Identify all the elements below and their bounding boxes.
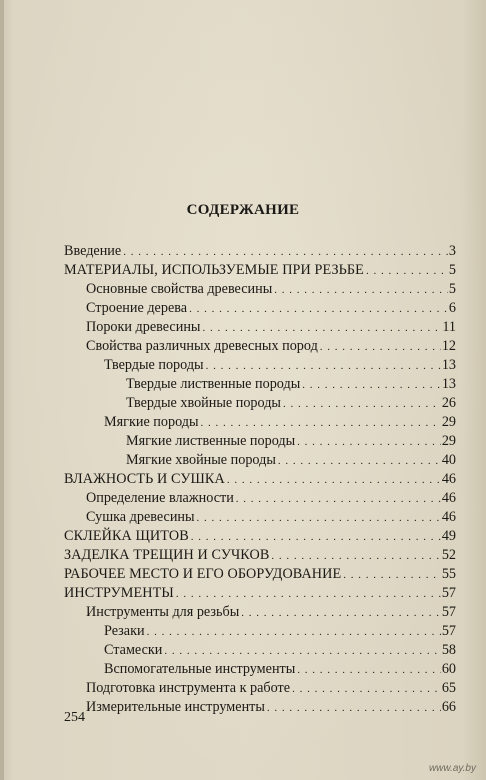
toc-entry-label: Мягкие породы	[104, 414, 199, 430]
leader-dots	[202, 319, 441, 338]
toc-entry-label: Твердые лиственные породы	[126, 376, 301, 392]
leader-dots	[197, 509, 441, 528]
toc-entry	[64, 641, 456, 660]
toc-entry-page: 29	[441, 414, 456, 430]
toc-entry-page: 46	[441, 471, 456, 487]
leader-dots	[227, 471, 441, 490]
toc-entry	[64, 679, 456, 698]
toc-entry-label: Измерительные инструменты	[86, 699, 265, 715]
leader-dots	[191, 528, 441, 547]
toc-title: СОДЕРЖАНИЕ	[186, 202, 300, 218]
toc-entry-page: 60	[441, 661, 456, 677]
leader-dots	[343, 566, 441, 585]
toc-entry-page: 12	[441, 338, 456, 354]
toc-entry-page: 66	[441, 699, 456, 715]
toc-entry	[64, 413, 456, 432]
toc-entry-page: 13	[441, 357, 456, 373]
toc-entry-page: 6	[448, 300, 456, 316]
toc-entry-page: 11	[442, 319, 456, 335]
leader-dots	[292, 680, 441, 699]
toc-entry	[64, 584, 456, 603]
leader-dots	[147, 623, 441, 642]
page-number: 254	[64, 710, 85, 725]
leader-dots	[201, 414, 441, 433]
toc-entry-label: Сушка древесины	[86, 509, 195, 525]
toc-entry	[64, 565, 456, 584]
toc-entry-label: Твердые хвойные породы	[126, 395, 281, 411]
leader-dots	[278, 452, 441, 471]
toc-entry	[64, 432, 456, 451]
toc-entry-label: Резаки	[104, 623, 145, 639]
toc-entry-page: 58	[441, 642, 456, 658]
toc-entry	[64, 527, 456, 546]
toc-entry-label: ВЛАЖНОСТЬ И СУШКА	[64, 471, 225, 487]
toc-entry-label: ИНСТРУМЕНТЫ	[64, 585, 174, 601]
toc-entry-label: Мягкие лиственные породы	[126, 433, 296, 449]
leader-dots	[267, 699, 441, 718]
toc-entry-label: МАТЕРИАЛЫ, ИСПОЛЬЗУЕМЫЕ ПРИ РЕЗЬБЕ	[64, 262, 364, 278]
page-binding-edge	[0, 0, 4, 780]
leader-dots	[236, 490, 441, 509]
leader-dots	[189, 300, 448, 319]
leader-dots	[297, 433, 441, 452]
toc-entry-page: 55	[441, 566, 456, 582]
leader-dots	[241, 604, 441, 623]
leader-dots	[123, 243, 448, 262]
leader-dots	[176, 585, 441, 604]
toc-entry	[64, 280, 456, 299]
toc-entry	[64, 375, 456, 394]
toc-entry-page: 49	[441, 528, 456, 544]
toc-entry	[64, 603, 456, 622]
watermark: www.ay.by	[428, 763, 476, 774]
toc-entry-label: Твердые породы	[104, 357, 204, 373]
toc-entry-page: 52	[441, 547, 456, 563]
toc-entry-page: 57	[441, 585, 456, 601]
toc-entry	[64, 622, 456, 641]
toc-entry-label: Вспомогательные инструменты	[104, 661, 296, 677]
toc-entry	[64, 489, 456, 508]
leader-dots	[271, 547, 440, 566]
toc-entry-label: Подготовка инструмента к работе	[86, 680, 291, 696]
toc-entry	[64, 318, 456, 337]
toc-entry-label: СКЛЕЙКА ЩИТОВ	[64, 528, 189, 544]
toc-entry	[64, 470, 456, 489]
leader-dots	[206, 357, 441, 376]
toc-entry-label: Определение влажности	[86, 490, 234, 506]
toc-entry-page: 29	[441, 433, 456, 449]
toc-entry-label: Строение дерева	[86, 300, 188, 316]
toc-entry-page: 46	[441, 490, 456, 506]
toc-entry	[64, 261, 456, 280]
toc-entry-label: Мягкие хвойные породы	[126, 452, 276, 468]
toc-entry-label: Введение	[64, 243, 122, 259]
toc-entry	[64, 508, 456, 527]
leader-dots	[366, 262, 448, 281]
toc-entry-page: 46	[441, 509, 456, 525]
toc-entry-page: 57	[441, 623, 456, 639]
toc-entry-page: 40	[441, 452, 456, 468]
toc-entry	[64, 698, 456, 717]
toc-entry-page: 65	[441, 680, 456, 696]
toc-entry-label: Пороки древесины	[86, 319, 201, 335]
leader-dots	[320, 338, 441, 357]
toc-entry	[64, 546, 456, 565]
toc-entry-label: Свойства различных древесных пород	[86, 338, 318, 354]
toc-entry-page: 5	[448, 281, 456, 297]
toc-entry	[64, 299, 456, 318]
leader-dots	[164, 642, 440, 661]
toc-entry-label: ЗАДЕЛКА ТРЕЩИН И СУЧКОВ	[64, 547, 270, 563]
table-of-contents	[64, 242, 456, 717]
leader-dots	[274, 281, 448, 300]
leader-dots	[302, 376, 441, 395]
toc-entry-label: Стамески	[104, 642, 163, 658]
toc-entry	[64, 451, 456, 470]
toc-entry-page: 57	[441, 604, 456, 620]
toc-entry-label: Основные свойства древесины	[86, 281, 273, 297]
leader-dots	[297, 661, 441, 680]
toc-entry-page: 13	[441, 376, 456, 392]
toc-entry-label: Инструменты для резьбы	[86, 604, 240, 620]
toc-entry-label: РАБОЧЕЕ МЕСТО И ЕГО ОБОРУДОВАНИЕ	[64, 566, 342, 582]
toc-entry	[64, 242, 456, 261]
leader-dots	[283, 395, 441, 414]
toc-entry	[64, 337, 456, 356]
toc-entry	[64, 394, 456, 413]
toc-entry	[64, 356, 456, 375]
toc-entry	[64, 660, 456, 679]
toc-entry-page: 26	[441, 395, 456, 411]
toc-entry-page: 3	[448, 243, 456, 259]
toc-entry-page: 5	[448, 262, 456, 278]
